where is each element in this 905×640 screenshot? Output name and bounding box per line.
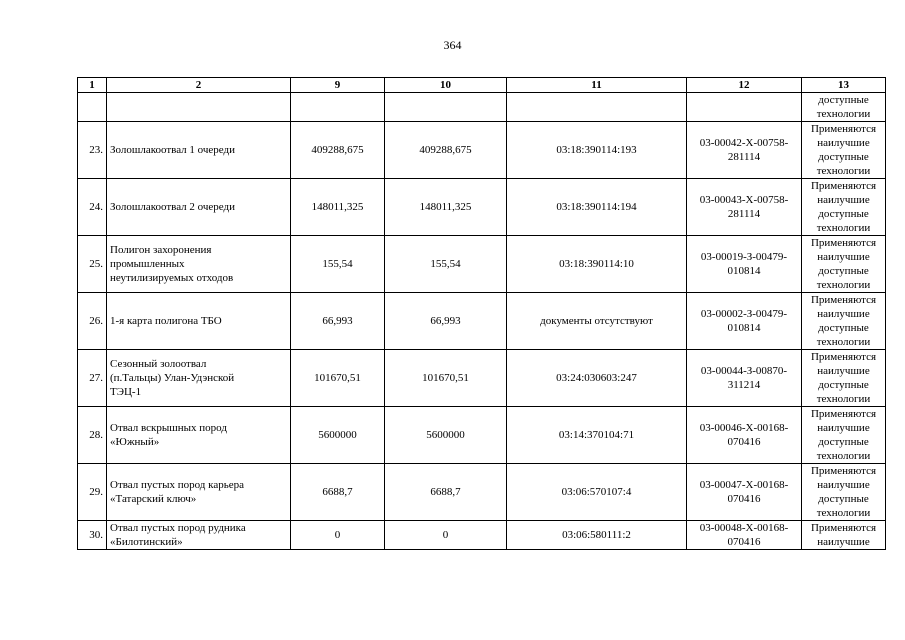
table-row (78, 122, 886, 179)
cell-technology: Применяются наилучшие доступные технологии (802, 236, 886, 293)
cell-col10: 0 (385, 521, 507, 550)
cell-col10: 5600000 (385, 407, 507, 464)
cell-object-name: Сезонный золоотвал (п.Тальцы) Улан-Удэнской ТЭЦ-1 (107, 350, 291, 407)
cell-technology: Применяются наилучшие доступные технологии (802, 293, 886, 350)
cell-technology: Применяются наилучшие (802, 521, 886, 550)
cell-technology: Применяются наилучшие доступные технологии (802, 464, 886, 521)
cell-col9: 5600000 (291, 407, 385, 464)
cell-cadastral: 03:06:570107:4 (507, 464, 687, 521)
cell-number: 28. (78, 407, 107, 464)
cell-empty (107, 93, 291, 122)
table-row (78, 521, 886, 550)
cell-col9: 6688,7 (291, 464, 385, 521)
cell-registry-number: 03-00002-З-00479- 010814 (687, 293, 802, 350)
cell-col9: 66,993 (291, 293, 385, 350)
cell-col9: 409288,675 (291, 122, 385, 179)
cell-cadastral: 03:18:390114:10 (507, 236, 687, 293)
column-header: 2 (107, 78, 291, 93)
cell-cadastral: 03:18:390114:194 (507, 179, 687, 236)
table-row (78, 179, 886, 236)
cell-cadastral: 03:14:370104:71 (507, 407, 687, 464)
column-header: 1 (78, 78, 107, 93)
column-header: 9 (291, 78, 385, 93)
cell-number: 23. (78, 122, 107, 179)
cell-technology: Применяются наилучшие доступные технологии (802, 179, 886, 236)
cell-col10: 6688,7 (385, 464, 507, 521)
table-row-continued (78, 93, 886, 122)
cell-col9: 101670,51 (291, 350, 385, 407)
cell-registry-number: 03-00044-З-00870- 311214 (687, 350, 802, 407)
cell-empty (687, 93, 802, 122)
cell-registry-number: 03-00047-Х-00168- 070416 (687, 464, 802, 521)
cell-cadastral: 03:06:580111:2 (507, 521, 687, 550)
cell-cadastral: 03:18:390114:193 (507, 122, 687, 179)
cell-object-name: Золошлакоотвал 1 очереди (107, 122, 291, 179)
cell-technology: Применяются наилучшие доступные технологии (802, 122, 886, 179)
cell-empty (78, 93, 107, 122)
waste-objects-table (77, 77, 886, 550)
cell-number: 26. (78, 293, 107, 350)
cell-cadastral: документы отсутствуют (507, 293, 687, 350)
cell-registry-number: 03-00048-Х-00168- 070416 (687, 521, 802, 550)
cell-empty (291, 93, 385, 122)
cell-col9: 148011,325 (291, 179, 385, 236)
cell-col9: 0 (291, 521, 385, 550)
cell-number: 30. (78, 521, 107, 550)
table-row (78, 293, 886, 350)
cell-registry-number: 03-00046-Х-00168- 070416 (687, 407, 802, 464)
cell-number: 25. (78, 236, 107, 293)
page-number: 364 (443, 38, 462, 52)
cell-technology: Применяются наилучшие доступные технологии (802, 350, 886, 407)
cell-empty (385, 93, 507, 122)
cell-number: 27. (78, 350, 107, 407)
cell-number: 29. (78, 464, 107, 521)
table-row (78, 236, 886, 293)
column-header: 12 (687, 78, 802, 93)
cell-object-name: Отвал вскрышных пород «Южный» (107, 407, 291, 464)
cell-cadastral: 03:24:030603:247 (507, 350, 687, 407)
cell-technology: Применяются наилучшие доступные технологии (802, 407, 886, 464)
cell-object-name: 1-я карта полигона ТБО (107, 293, 291, 350)
cell-object-name: Золошлакоотвал 2 очереди (107, 179, 291, 236)
cell-col10: 66,993 (385, 293, 507, 350)
cell-number: 24. (78, 179, 107, 236)
column-header: 13 (802, 78, 886, 93)
cell-object-name: Отвал пустых пород карьера «Татарский ключ» (107, 464, 291, 521)
table-header-row (78, 78, 886, 93)
cell-col10: 155,54 (385, 236, 507, 293)
cell-registry-number: 03-00043-Х-00758- 281114 (687, 179, 802, 236)
cell-col10: 101670,51 (385, 350, 507, 407)
cell-col9: 155,54 (291, 236, 385, 293)
table-row (78, 350, 886, 407)
table-row (78, 464, 886, 521)
table-row (78, 407, 886, 464)
column-header: 10 (385, 78, 507, 93)
cell-object-name: Полигон захоронения промышленных неутилизируемых отходов (107, 236, 291, 293)
cell-col10: 148011,325 (385, 179, 507, 236)
cell-empty (507, 93, 687, 122)
cell-registry-number: 03-00042-Х-00758- 281114 (687, 122, 802, 179)
cell-col10: 409288,675 (385, 122, 507, 179)
cell-registry-number: 03-00019-З-00479- 010814 (687, 236, 802, 293)
cell-technology: доступные технологии (802, 93, 886, 122)
column-header: 11 (507, 78, 687, 93)
cell-object-name: Отвал пустых пород рудника «Билотинский» (107, 521, 291, 550)
